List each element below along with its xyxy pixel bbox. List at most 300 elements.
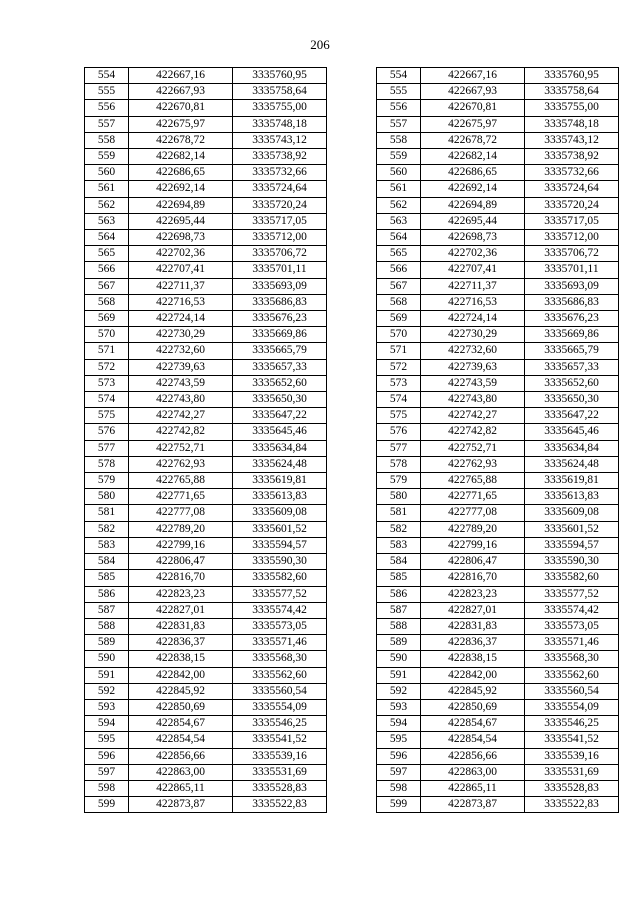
y-coordinate-cell: 3335574,42 [525, 602, 619, 618]
point-number-cell: 582 [85, 521, 129, 537]
y-coordinate-cell: 3335748,18 [233, 116, 327, 132]
y-coordinate-cell: 3335546,25 [233, 716, 327, 732]
table-row [85, 537, 327, 553]
y-coordinate-cell: 3335562,60 [525, 667, 619, 683]
point-number-cell: 593 [377, 699, 421, 715]
point-number-cell: 555 [85, 84, 129, 100]
y-coordinate-cell: 3335665,79 [525, 343, 619, 359]
x-coordinate-cell: 422694,89 [129, 197, 233, 213]
x-coordinate-cell: 422732,60 [129, 343, 233, 359]
x-coordinate-cell: 422675,97 [129, 116, 233, 132]
x-coordinate-cell: 422670,81 [129, 100, 233, 116]
point-number-cell: 597 [377, 764, 421, 780]
y-coordinate-cell: 3335669,86 [525, 327, 619, 343]
y-coordinate-cell: 3335738,92 [525, 149, 619, 165]
point-number-cell: 573 [377, 375, 421, 391]
point-number-cell: 559 [85, 149, 129, 165]
point-number-cell: 570 [85, 327, 129, 343]
x-coordinate-cell: 422702,36 [421, 246, 525, 262]
x-coordinate-cell: 422692,14 [421, 181, 525, 197]
x-coordinate-cell: 422865,11 [129, 780, 233, 796]
point-number-cell: 557 [377, 116, 421, 132]
table-row [377, 489, 619, 505]
y-coordinate-cell: 3335657,33 [525, 359, 619, 375]
y-coordinate-cell: 3335594,57 [525, 537, 619, 553]
point-number-cell: 595 [85, 732, 129, 748]
y-coordinate-cell: 3335634,84 [233, 440, 327, 456]
x-coordinate-cell: 422806,47 [129, 554, 233, 570]
x-coordinate-cell: 422856,66 [129, 748, 233, 764]
point-number-cell: 575 [377, 408, 421, 424]
x-coordinate-cell: 422724,14 [421, 311, 525, 327]
x-coordinate-cell: 422698,73 [421, 230, 525, 246]
x-coordinate-cell: 422816,70 [421, 570, 525, 586]
point-number-cell: 594 [377, 716, 421, 732]
y-coordinate-cell: 3335571,46 [525, 635, 619, 651]
table-row [377, 456, 619, 472]
x-coordinate-cell: 422678,72 [421, 132, 525, 148]
point-number-cell: 562 [377, 197, 421, 213]
y-coordinate-cell: 3335676,23 [233, 311, 327, 327]
y-coordinate-cell: 3335712,00 [525, 230, 619, 246]
y-coordinate-cell: 3335657,33 [233, 359, 327, 375]
y-coordinate-cell: 3335568,30 [233, 651, 327, 667]
y-coordinate-cell: 3335650,30 [233, 392, 327, 408]
point-number-cell: 574 [85, 392, 129, 408]
y-coordinate-cell: 3335693,09 [233, 278, 327, 294]
x-coordinate-cell: 422702,36 [129, 246, 233, 262]
point-number-cell: 586 [377, 586, 421, 602]
x-coordinate-cell: 422730,29 [421, 327, 525, 343]
x-coordinate-cell: 422711,37 [421, 278, 525, 294]
table-row [377, 375, 619, 391]
table-row [377, 100, 619, 116]
table-row [377, 440, 619, 456]
x-coordinate-cell: 422739,63 [421, 359, 525, 375]
table-row [85, 100, 327, 116]
y-coordinate-cell: 3335613,83 [525, 489, 619, 505]
x-coordinate-cell: 422667,93 [129, 84, 233, 100]
y-coordinate-cell: 3335701,11 [233, 262, 327, 278]
x-coordinate-cell: 422823,23 [129, 586, 233, 602]
table-row [85, 165, 327, 181]
x-coordinate-cell: 422838,15 [421, 651, 525, 667]
x-coordinate-cell: 422682,14 [129, 149, 233, 165]
table-row [85, 748, 327, 764]
y-coordinate-cell: 3335717,05 [525, 213, 619, 229]
x-coordinate-cell: 422789,20 [129, 521, 233, 537]
table-row [377, 618, 619, 634]
y-coordinate-cell: 3335624,48 [525, 456, 619, 472]
x-coordinate-cell: 422850,69 [421, 699, 525, 715]
y-coordinate-cell: 3335531,69 [525, 764, 619, 780]
point-number-cell: 577 [85, 440, 129, 456]
point-number-cell: 576 [85, 424, 129, 440]
table-row [377, 149, 619, 165]
table-row [85, 764, 327, 780]
table-row [85, 181, 327, 197]
y-coordinate-cell: 3335539,16 [233, 748, 327, 764]
x-coordinate-cell: 422675,97 [421, 116, 525, 132]
y-coordinate-cell: 3335732,66 [525, 165, 619, 181]
y-coordinate-cell: 3335724,64 [233, 181, 327, 197]
x-coordinate-cell: 422667,93 [421, 84, 525, 100]
x-coordinate-cell: 422865,11 [421, 780, 525, 796]
table-row [377, 764, 619, 780]
point-number-cell: 589 [377, 635, 421, 651]
table-row [377, 797, 619, 813]
point-number-cell: 570 [377, 327, 421, 343]
table-row [85, 618, 327, 634]
x-coordinate-cell: 422765,88 [129, 473, 233, 489]
table-row [85, 586, 327, 602]
y-coordinate-cell: 3335760,95 [525, 68, 619, 84]
point-number-cell: 587 [85, 602, 129, 618]
point-number-cell: 574 [377, 392, 421, 408]
table-row [377, 311, 619, 327]
y-coordinate-cell: 3335647,22 [525, 408, 619, 424]
point-number-cell: 584 [377, 554, 421, 570]
x-coordinate-cell: 422831,83 [129, 618, 233, 634]
point-number-cell: 568 [377, 294, 421, 310]
table-row [85, 84, 327, 100]
point-number-cell: 583 [85, 537, 129, 553]
table-row [377, 602, 619, 618]
x-coordinate-cell: 422856,66 [421, 748, 525, 764]
point-number-cell: 563 [85, 213, 129, 229]
x-coordinate-cell: 422831,83 [421, 618, 525, 634]
x-coordinate-cell: 422698,73 [129, 230, 233, 246]
table-row [377, 505, 619, 521]
y-coordinate-cell: 3335701,11 [525, 262, 619, 278]
y-coordinate-cell: 3335652,60 [233, 375, 327, 391]
point-number-cell: 564 [85, 230, 129, 246]
point-number-cell: 587 [377, 602, 421, 618]
table-row [85, 149, 327, 165]
table-row [377, 651, 619, 667]
point-number-cell: 597 [85, 764, 129, 780]
point-number-cell: 591 [85, 667, 129, 683]
point-number-cell: 586 [85, 586, 129, 602]
x-coordinate-cell: 422863,00 [421, 764, 525, 780]
point-number-cell: 584 [85, 554, 129, 570]
y-coordinate-cell: 3335720,24 [525, 197, 619, 213]
point-number-cell: 575 [85, 408, 129, 424]
table-row [377, 230, 619, 246]
y-coordinate-cell: 3335755,00 [525, 100, 619, 116]
y-coordinate-cell: 3335665,79 [233, 343, 327, 359]
x-coordinate-cell: 422873,87 [421, 797, 525, 813]
table-row [377, 116, 619, 132]
y-coordinate-cell: 3335650,30 [525, 392, 619, 408]
y-coordinate-cell: 3335732,66 [233, 165, 327, 181]
point-number-cell: 558 [85, 132, 129, 148]
y-coordinate-cell: 3335528,83 [233, 780, 327, 796]
table-row [85, 667, 327, 683]
table-row [85, 197, 327, 213]
y-coordinate-cell: 3335571,46 [233, 635, 327, 651]
y-coordinate-cell: 3335541,52 [233, 732, 327, 748]
point-number-cell: 555 [377, 84, 421, 100]
table-row [377, 424, 619, 440]
x-coordinate-cell: 422836,37 [129, 635, 233, 651]
point-number-cell: 571 [377, 343, 421, 359]
table-row [85, 327, 327, 343]
x-coordinate-cell: 422716,53 [421, 294, 525, 310]
point-number-cell: 567 [377, 278, 421, 294]
x-coordinate-cell: 422863,00 [129, 764, 233, 780]
x-coordinate-cell: 422742,27 [421, 408, 525, 424]
table-row [377, 246, 619, 262]
y-coordinate-cell: 3335560,54 [525, 683, 619, 699]
y-coordinate-cell: 3335609,08 [233, 505, 327, 521]
table-row [377, 780, 619, 796]
point-number-cell: 560 [377, 165, 421, 181]
x-coordinate-cell: 422742,27 [129, 408, 233, 424]
y-coordinate-cell: 3335562,60 [233, 667, 327, 683]
table-row [85, 683, 327, 699]
table-row [85, 359, 327, 375]
y-coordinate-cell: 3335758,64 [233, 84, 327, 100]
point-number-cell: 585 [377, 570, 421, 586]
y-coordinate-cell: 3335706,72 [233, 246, 327, 262]
x-coordinate-cell: 422707,41 [129, 262, 233, 278]
x-coordinate-cell: 422854,54 [421, 732, 525, 748]
x-coordinate-cell: 422742,82 [129, 424, 233, 440]
point-number-cell: 588 [85, 618, 129, 634]
point-number-cell: 598 [377, 780, 421, 796]
point-number-cell: 577 [377, 440, 421, 456]
table-row [85, 230, 327, 246]
table-row [85, 716, 327, 732]
x-coordinate-cell: 422694,89 [421, 197, 525, 213]
y-coordinate-cell: 3335743,12 [233, 132, 327, 148]
y-coordinate-cell: 3335652,60 [525, 375, 619, 391]
x-coordinate-cell: 422743,80 [421, 392, 525, 408]
table-row [85, 440, 327, 456]
point-number-cell: 580 [85, 489, 129, 505]
point-number-cell: 558 [377, 132, 421, 148]
y-coordinate-cell: 3335577,52 [233, 586, 327, 602]
point-number-cell: 585 [85, 570, 129, 586]
point-number-cell: 564 [377, 230, 421, 246]
y-coordinate-cell: 3335760,95 [233, 68, 327, 84]
x-coordinate-cell: 422686,65 [129, 165, 233, 181]
x-coordinate-cell: 422711,37 [129, 278, 233, 294]
y-coordinate-cell: 3335590,30 [233, 554, 327, 570]
y-coordinate-cell: 3335522,83 [525, 797, 619, 813]
y-coordinate-cell: 3335522,83 [233, 797, 327, 813]
table-row [377, 667, 619, 683]
x-coordinate-cell: 422777,08 [129, 505, 233, 521]
point-number-cell: 557 [85, 116, 129, 132]
x-coordinate-cell: 422730,29 [129, 327, 233, 343]
coordinates-table-right [376, 67, 619, 813]
x-coordinate-cell: 422799,16 [421, 537, 525, 553]
y-coordinate-cell: 3335720,24 [233, 197, 327, 213]
point-number-cell: 572 [377, 359, 421, 375]
point-number-cell: 581 [85, 505, 129, 521]
table-row [85, 635, 327, 651]
table-row [85, 651, 327, 667]
y-coordinate-cell: 3335541,52 [525, 732, 619, 748]
table-row [85, 489, 327, 505]
table-row [85, 505, 327, 521]
table-row [377, 635, 619, 651]
y-coordinate-cell: 3335574,42 [233, 602, 327, 618]
point-number-cell: 579 [85, 473, 129, 489]
table-row [85, 294, 327, 310]
x-coordinate-cell: 422842,00 [421, 667, 525, 683]
x-coordinate-cell: 422765,88 [421, 473, 525, 489]
coordinates-table-left [84, 67, 327, 813]
y-coordinate-cell: 3335645,46 [525, 424, 619, 440]
table-row [377, 165, 619, 181]
table-row [377, 586, 619, 602]
y-coordinate-cell: 3335686,83 [525, 294, 619, 310]
point-number-cell: 571 [85, 343, 129, 359]
x-coordinate-cell: 422743,59 [421, 375, 525, 391]
table-row [377, 262, 619, 278]
point-number-cell: 569 [85, 311, 129, 327]
point-number-cell: 573 [85, 375, 129, 391]
y-coordinate-cell: 3335594,57 [233, 537, 327, 553]
y-coordinate-cell: 3335758,64 [525, 84, 619, 100]
point-number-cell: 567 [85, 278, 129, 294]
table-row [377, 408, 619, 424]
table-row [377, 359, 619, 375]
y-coordinate-cell: 3335601,52 [233, 521, 327, 537]
table-row [85, 278, 327, 294]
table-row [377, 278, 619, 294]
y-coordinate-cell: 3335686,83 [233, 294, 327, 310]
point-number-cell: 563 [377, 213, 421, 229]
x-coordinate-cell: 422789,20 [421, 521, 525, 537]
table-row [377, 213, 619, 229]
table-row [377, 197, 619, 213]
y-coordinate-cell: 3335676,23 [525, 311, 619, 327]
point-number-cell: 598 [85, 780, 129, 796]
table-row [377, 132, 619, 148]
table-row [85, 473, 327, 489]
table-row [377, 68, 619, 84]
table-row [85, 132, 327, 148]
y-coordinate-cell: 3335748,18 [525, 116, 619, 132]
point-number-cell: 566 [377, 262, 421, 278]
point-number-cell: 579 [377, 473, 421, 489]
y-coordinate-cell: 3335568,30 [525, 651, 619, 667]
table-row [377, 392, 619, 408]
point-number-cell: 565 [85, 246, 129, 262]
x-coordinate-cell: 422777,08 [421, 505, 525, 521]
point-number-cell: 599 [85, 797, 129, 813]
point-number-cell: 581 [377, 505, 421, 521]
table-row [85, 424, 327, 440]
x-coordinate-cell: 422695,44 [421, 213, 525, 229]
x-coordinate-cell: 422762,93 [129, 456, 233, 472]
y-coordinate-cell: 3335619,81 [525, 473, 619, 489]
y-coordinate-cell: 3335669,86 [233, 327, 327, 343]
point-number-cell: 588 [377, 618, 421, 634]
table-row [377, 327, 619, 343]
x-coordinate-cell: 422827,01 [129, 602, 233, 618]
table-row [85, 68, 327, 84]
point-number-cell: 592 [377, 683, 421, 699]
table-row [377, 716, 619, 732]
table-row [377, 554, 619, 570]
x-coordinate-cell: 422692,14 [129, 181, 233, 197]
point-number-cell: 562 [85, 197, 129, 213]
x-coordinate-cell: 422707,41 [421, 262, 525, 278]
page-number: 206 [310, 37, 330, 52]
point-number-cell: 591 [377, 667, 421, 683]
x-coordinate-cell: 422739,63 [129, 359, 233, 375]
y-coordinate-cell: 3335613,83 [233, 489, 327, 505]
y-coordinate-cell: 3335647,22 [233, 408, 327, 424]
table-row [377, 343, 619, 359]
x-coordinate-cell: 422845,92 [129, 683, 233, 699]
y-coordinate-cell: 3335582,60 [233, 570, 327, 586]
y-coordinate-cell: 3335573,05 [525, 618, 619, 634]
x-coordinate-cell: 422686,65 [421, 165, 525, 181]
y-coordinate-cell: 3335717,05 [233, 213, 327, 229]
table-row [377, 294, 619, 310]
x-coordinate-cell: 422838,15 [129, 651, 233, 667]
x-coordinate-cell: 422724,14 [129, 311, 233, 327]
table-row [377, 181, 619, 197]
y-coordinate-cell: 3335539,16 [525, 748, 619, 764]
point-number-cell: 583 [377, 537, 421, 553]
point-number-cell: 593 [85, 699, 129, 715]
table-row [377, 473, 619, 489]
y-coordinate-cell: 3335573,05 [233, 618, 327, 634]
x-coordinate-cell: 422716,53 [129, 294, 233, 310]
table-row [377, 570, 619, 586]
point-number-cell: 569 [377, 311, 421, 327]
table-row [377, 537, 619, 553]
x-coordinate-cell: 422823,23 [421, 586, 525, 602]
y-coordinate-cell: 3335590,30 [525, 554, 619, 570]
point-number-cell: 590 [377, 651, 421, 667]
table-row [85, 343, 327, 359]
x-coordinate-cell: 422752,71 [421, 440, 525, 456]
point-number-cell: 561 [85, 181, 129, 197]
x-coordinate-cell: 422752,71 [129, 440, 233, 456]
x-coordinate-cell: 422850,69 [129, 699, 233, 715]
y-coordinate-cell: 3335582,60 [525, 570, 619, 586]
point-number-cell: 565 [377, 246, 421, 262]
x-coordinate-cell: 422842,00 [129, 667, 233, 683]
y-coordinate-cell: 3335624,48 [233, 456, 327, 472]
x-coordinate-cell: 422678,72 [129, 132, 233, 148]
table-row [377, 683, 619, 699]
x-coordinate-cell: 422667,16 [421, 68, 525, 84]
x-coordinate-cell: 422743,80 [129, 392, 233, 408]
x-coordinate-cell: 422873,87 [129, 797, 233, 813]
point-number-cell: 596 [85, 748, 129, 764]
point-number-cell: 589 [85, 635, 129, 651]
table-row [85, 699, 327, 715]
x-coordinate-cell: 422845,92 [421, 683, 525, 699]
table-row [377, 699, 619, 715]
table-row [377, 521, 619, 537]
table-row [377, 732, 619, 748]
point-number-cell: 561 [377, 181, 421, 197]
y-coordinate-cell: 3335609,08 [525, 505, 619, 521]
table-row [85, 246, 327, 262]
x-coordinate-cell: 422806,47 [421, 554, 525, 570]
y-coordinate-cell: 3335560,54 [233, 683, 327, 699]
